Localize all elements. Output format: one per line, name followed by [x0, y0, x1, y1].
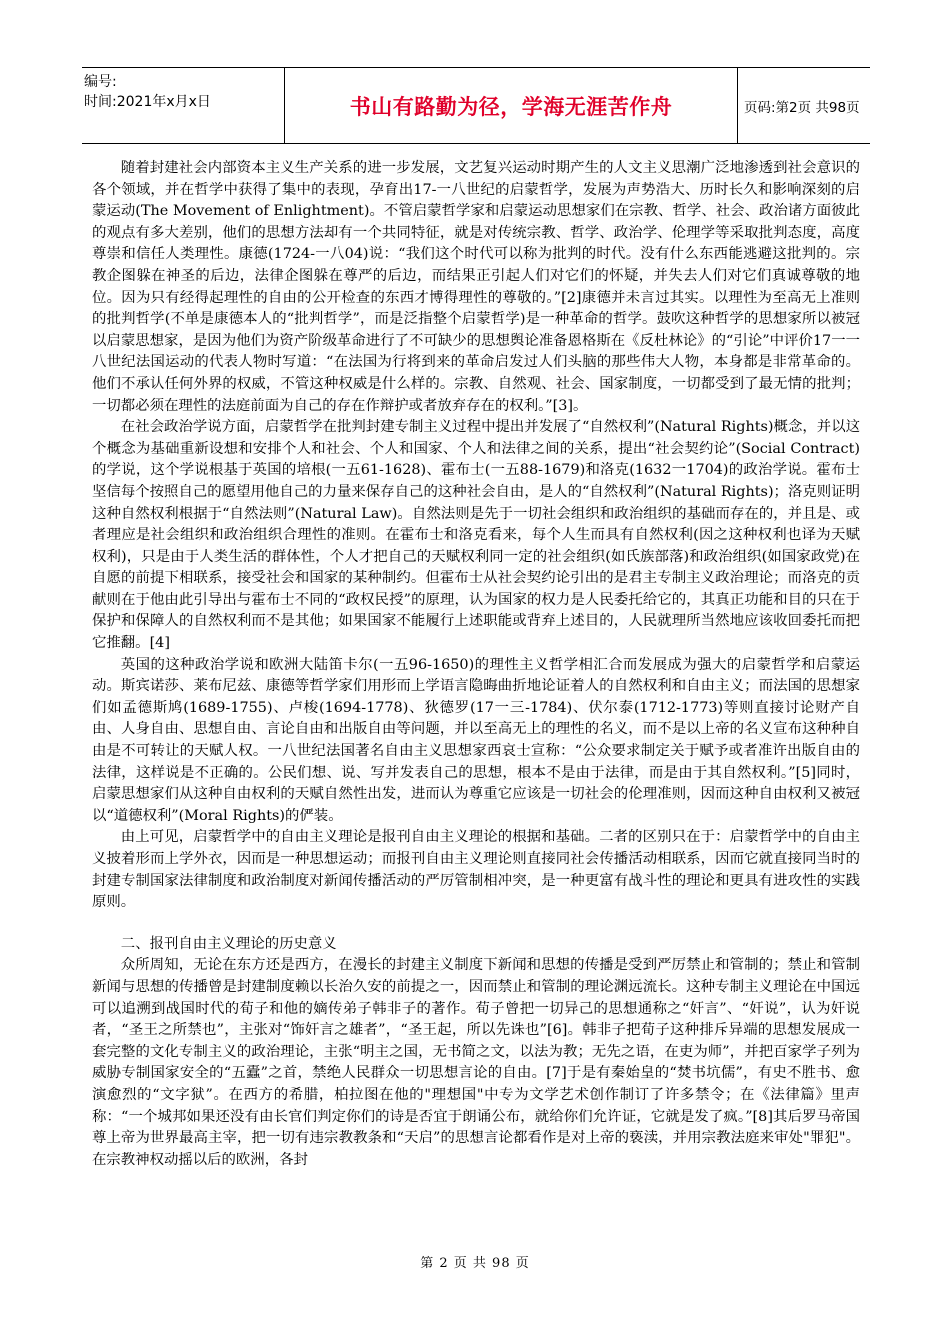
paragraph-summary: 由上可见，启蒙哲学中的自由主义理论是报刊自由主义理论的根据和基础。二者的区别只在于：启蒙哲学中的自由主义披着形而上学外衣，因而是一种思想运动；而报刊自由主义理论则直接同社会传播活动相联系，因而它就直接同当时的封建专制国家法律制度和政治制度对新闻传播活动的严厉管制相冲突，是一种更富有战斗性的理论和更具有进攻性的实践原则。	[92, 829, 860, 911]
paragraph-historical-significance: 众所周知，无论在东方还是西方，在漫长的封建主义制度下新闻和思想的传播是受到严厉禁止和管制的；禁止和管制新闻与思想的传播曾是封建制度赖以长治久安的前提之一，因而禁止和管制的理论渊远流长。这种专制主义理论在中国远可以追溯到战国时代的荀子和他的嫡传弟子韩非子的著作。荀子曾把一切异己的思想通称之“奸言”、“奸说”，认为奸说者，“圣王之所禁也”，主张对“饰奸言之雄者”，“圣王起，所以先诛也”[6]。韩非子把荀子这种排斥异端的思想发展成一套完整的文化专制主义的政治理论，主张“明主之国，无书简之文，以法为教；无先之语，在吏为师”，并把百家学子列为威胁专制国家安全的“五蠹”之首，禁绝人民群众一切思想言论的自由。[7]于是有秦始皇的“焚书坑儒”，有史不胜书、愈演愈烈的“文字狱”。在西方的希腊，柏拉图在他的"理想国"中专为文学艺术创作制订了许多禁令；在《法律篇》里声称：“一个城邦如果还没有由长官们判定你们的诗是否宜于朗诵公布，就给你们允许证，它就是发了疯。”[8]其后罗马帝国尊上帝为世界最高主宰，把一切有违宗教教条和“天启”的思想言论都看作是对上帝的亵渎，并用宗教法庭来审处"罪犯"。在宗教神权动摇以后的欧洲，各封	[92, 957, 860, 1168]
doc-code-label: 编号:	[84, 74, 117, 90]
page-header	[82, 67, 870, 144]
header-page-info: 页码:第2页 共98页	[744, 99, 860, 116]
header-meta	[84, 72, 284, 112]
paragraph-rationalism: 英国的这种政治学说和欧洲大陆笛卡尔(一五96-1650)的理性主义哲学相汇合而发展成为强大的启蒙哲学和启蒙运动。斯宾诺莎、莱布尼兹、康德等哲学家们用形而上学语言隐晦曲折地论证着人的自然权利和自由主义；而法国的思想家们如孟德斯鸠(1689-1755)、卢梭(1694-1778)、狄德罗(17一三-1784)、伏尔泰(1712-1773)等则直接讨论财产自由、人身自由、思想自由、言论自由和出版自由等问题，并以至高无上的理性的名义，而不是以上帝的名义宣布这种种自由是不可转让的天赋人权。一八世纪法国著名自由主义思想家西哀士宣称：“公众要求制定关于赋予或者准许出版自由的法律，这样说是不正确的。公民们想、说、写并发表自己的思想，根本不是由于法律，而是由于其自然权利。”[5]同时，启蒙思想家们从这种自由权利的天赋自然性出发，进而认为尊重它应该是一切社会的伦理准则，因而这种自由权利又被冠以“道德权利”(Moral Rights)的俨装。	[92, 656, 860, 824]
paragraph-enlightenment: 随着封建社会内部资本主义生产关系的进一步发展，文艺复兴运动时期产生的人文主义思潮广泛地渗透到社会意识的各个领域，并在哲学中获得了集中的表现，孕育出17-一八世纪的启蒙哲学，发展为声势浩大、历时长久和影响深刻的启蒙运动(The Movement of Enlightment)。不管启蒙哲学家和启蒙运动思想家们在宗教、哲学、社会、政治诸方面彼此的观点有多大差别，他们的思想方法却有一个共同特征，就是对传统宗教、哲学、政治学、伦理学等采取批判态度，高度尊崇和信任人类理性。康德(1724-一八04)说：“我们这个时代可以称为批判的时代。没有什么东西能逃避这批判的。宗教企图躲在神圣的后边，法律企图躲在尊严的后边，而结果正引起人们对它们的怀疑，并失去人们对它们真诚尊敬的地位。因为只有经得起理性的自由的公开检查的东西才博得理性的尊敬的。”[2]康德并未言过其实。以理性为至高无上准则的批判哲学(不单是康德本人的“批判哲学”，而是泛指整个启蒙哲学)是一种革命的哲学。鼓吹这种哲学的思想家所以被冠以启蒙思想家，是因为他们为资产阶级革命进行了不可缺少的思想舆论准备恩格斯在《反杜林论》的“引论”中评价17一一八世纪法国运动的代表人物时写道：“在法国为行将到来的革命启发过人们头脑的那些伟大人物，本身都是非常革命的。他们不承认任何外界的权威，不管这种权威是什么样的。宗教、自然观、社会、国家制度，一切都受到了最无情的批判；一切都必须在理性的法庭前面为自己的存在作辩护或者放弃存在的权利。”[3]。	[92, 160, 860, 414]
page-footer: 第 2 页 共 98 页	[420, 1256, 530, 1271]
doc-time-label: 时间:2021年x月x日	[84, 94, 211, 110]
section-title: 二、报刊自由主义理论的历史意义	[120, 935, 337, 952]
document-body	[92, 158, 860, 1171]
paragraph-natural-rights: 在社会政治学说方面，启蒙哲学在批判封建专制主义过程中提出并发展了“自然权利”(Natural Rights)概念，并以这个概念为基础重新设想和安排个人和社会、个人和国家、个人和法律之间的关系，提出“社会契约论”(Social Contract)的学说，这个学说根基于英国的培根(一五61-1628)、霍布士(一五88-1679)和洛克(1632一1704)的政治学说。霍布士坚信每个按照自己的愿望用他自己的力量来保存自己的这种社会自由，是人的“自然权利”(Natural Rights)；洛克则证明这种自然权利根据于“自然法则”(Natural Law)。自然法则是先于一切社会组织和政治组织的基础而存在的，并且是、或者理应是社会组织和政治组织合理性的准则。在霍布士和洛克看来，每个人生而具有自然权利(因之这种权利也译为天赋权利)，只是由于人类生活的群体性，个人才把自己的天赋权利同一定的社会组织(如氏族部落)和政治组织(如国家政党)在自愿的前提下相联系，接受社会和国家的某种制约。但霍布士从社会契约论引出的是君主专制主义政治理论；而洛克的贡献则在于他由此引导出与霍布士不同的“政权民授”的原理，认为国家的权力是人民委托给它的，其真正功能和目的只在于保护和保障人的自然权利而不是其他；如果国家不能履行上述职能或背弃上述目的，人民就理所当然地应该收回委托而把它推翻。[4]	[92, 419, 860, 652]
header-motto: 书山有路勤为径，学海无涯苦作舟	[284, 68, 738, 143]
